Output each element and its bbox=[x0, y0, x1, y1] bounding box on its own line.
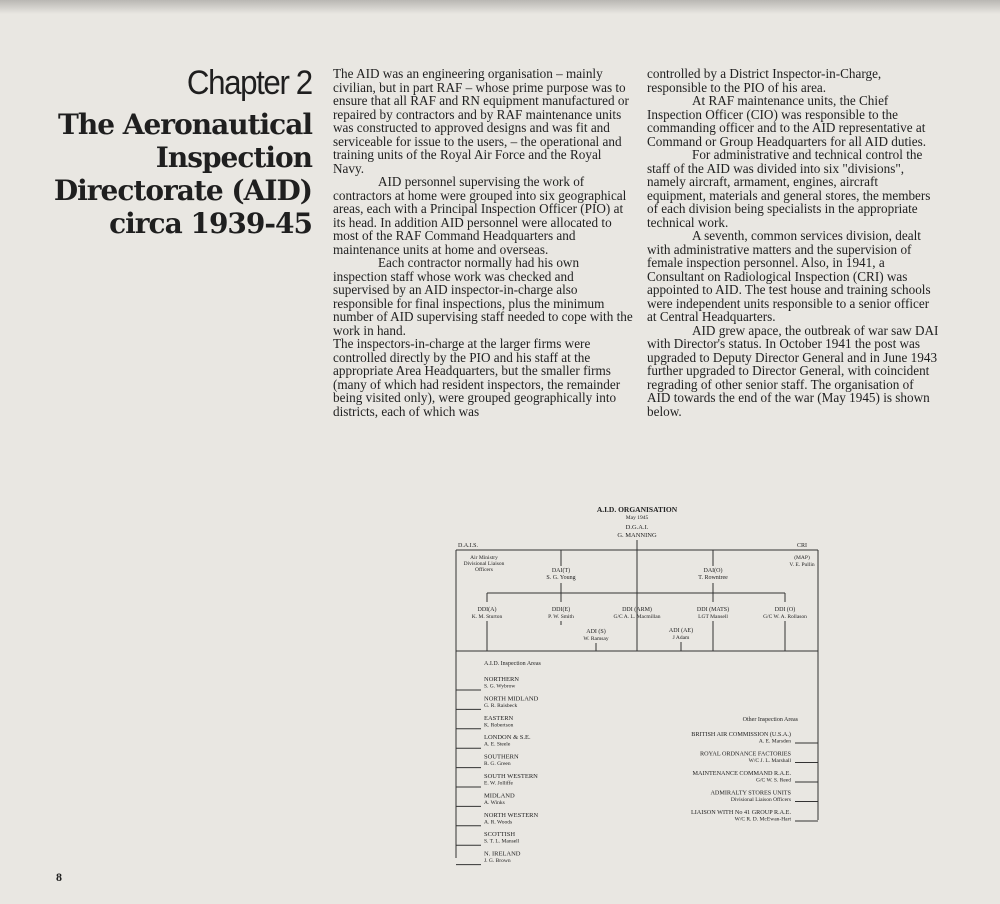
dais-role: D.A.I.S. bbox=[457, 543, 479, 549]
area-name: N. IRELAND bbox=[484, 850, 521, 858]
dais-desc: Officers bbox=[475, 567, 493, 573]
dai-t-name: S. G. Young bbox=[546, 575, 576, 581]
area-name: MIDLAND bbox=[484, 792, 515, 800]
paragraph: controlled by a District Inspector-in-Charge, responsible to the PIO of his area. bbox=[647, 66, 882, 95]
ddi-name: G/C A. L. Macmillan bbox=[613, 614, 661, 620]
ddi-name: K. M. Sturton bbox=[471, 614, 503, 620]
ddi-role: DDI(E) bbox=[551, 607, 571, 613]
other-area-officer: G/C W. S. Reed bbox=[756, 777, 791, 784]
adi-ae-role: ADI (AE) bbox=[668, 628, 694, 634]
area-officer: A. Winks bbox=[484, 799, 505, 806]
paragraph: For administrative and technical control the staff of the AID was divided into six "divisions", namely aircraft, armament, engines, aircraft equipment, materials and general stores, the members of each division being specialists in the appropriate technical work. bbox=[647, 147, 931, 230]
ddi-role: DDI (O) bbox=[774, 607, 796, 613]
ddi-name: G/C W. A. Rollason bbox=[763, 614, 807, 620]
other-area-officer: Divisional Liaison Officers bbox=[730, 797, 791, 803]
area-name: SOUTH WESTERN bbox=[484, 773, 538, 780]
other-area-officer: W/C J. L. Marshall bbox=[748, 758, 791, 764]
inspection-areas bbox=[456, 676, 539, 865]
cri-desc: (MAP) bbox=[794, 555, 810, 561]
page-number: 8 bbox=[56, 870, 62, 884]
paragraph: AID personnel supervising the work of contractors at home were grouped into six geographical areas, each with a Principal Inspection Officer (PIO) at its head. In addition AID personnel were allocated to most of the RAF Command Headquarters and maintenance units at home and overseas. bbox=[333, 174, 627, 257]
other-area-officer: W/C R. D. McEwan-Hart bbox=[734, 816, 791, 823]
paragraph: At RAF maintenance units, the Chief Inspection Officer (CIO) was responsible to the commanding officer and to the AID representative at Command or Group Headquarters for all AID duties. bbox=[647, 93, 927, 149]
dais-desc: Divisional Liaison bbox=[463, 561, 505, 567]
area-name: NORTH MIDLAND bbox=[484, 695, 539, 703]
dgai-name: G. MANNING bbox=[617, 532, 657, 539]
dgai-role: D.G.A.I. bbox=[625, 524, 649, 531]
other-inspection-areas bbox=[691, 731, 818, 823]
area-officer: E. W. Jolliffe bbox=[484, 780, 513, 787]
other-area-name: BRITISH AIR COMMISSION (U.S.A.) bbox=[691, 731, 791, 738]
dais-desc: Air Ministry bbox=[470, 555, 498, 561]
area-officer: A. E. Steele bbox=[484, 741, 511, 748]
area-name: NORTHERN bbox=[484, 676, 519, 683]
adi-s-role: ADI (S) bbox=[586, 629, 606, 635]
adi-ae-name: J Adam bbox=[672, 635, 690, 641]
other-area-name: MAINTENANCE COMMAND R.A.E. bbox=[692, 770, 791, 777]
paragraph: AID grew apace, the outbreak of war saw DAI with Director's status. In October 1941 the post was upgraded to Deputy Director General and in June 1943 further upgraded to Director General, with coincident regrading of other senior staff. The organisation of AID towards the end of the war (May 1945) is shown below. bbox=[647, 322, 939, 419]
area-officer: G. R. Raisbeck bbox=[484, 702, 518, 709]
dai-t-role: DAI(T) bbox=[551, 568, 571, 574]
area-name: SCOTTISH bbox=[484, 831, 516, 839]
other-areas-heading: Other Inspection Areas bbox=[742, 717, 798, 723]
chart-date: May 1945 bbox=[625, 515, 649, 521]
cri-role: CRI bbox=[796, 543, 808, 549]
chart-title: A.I.D. ORGANISATION bbox=[596, 505, 678, 514]
ddi-role: DDI (MATS) bbox=[696, 607, 730, 613]
area-officer: S. T. L. Mansell bbox=[484, 838, 520, 845]
paragraph: A seventh, common services division, dealt with administrative matters and the supervision of female inspection personnel. Also, in 1941, a Consultant on Radiological Inspection (CRI) was appointed to AID. The test house and training schools were independent units responsible to a senior officer at Central Headquarters. bbox=[647, 228, 931, 324]
areas-heading: A.I.D. Inspection Areas bbox=[484, 661, 541, 667]
dai-o-name: T. Rowntree bbox=[698, 575, 728, 581]
area-name: EASTERN bbox=[484, 714, 514, 722]
ddi-name: LGT Mansell bbox=[698, 614, 728, 620]
ddi-name: P. W. Smith bbox=[548, 614, 574, 620]
paragraph: The inspectors-in-charge at the larger firms were controlled directly by the PIO and his staff at the appropriate Area Headquarters, but the smaller firms (many of which had resident inspectors, the remainder being visited only), were grouped geographically into districts, each of which was bbox=[333, 336, 621, 419]
area-name: LONDON & S.E. bbox=[484, 734, 531, 742]
adi-s-name: W. Ramsay bbox=[583, 636, 609, 642]
area-name: NORTH WESTERN bbox=[484, 811, 539, 819]
area-officer: S. G. Wybrow bbox=[484, 683, 516, 690]
other-area-name: ROYAL ORDNANCE FACTORIES bbox=[700, 750, 791, 758]
ddi-role: DDI (ARM) bbox=[622, 607, 652, 613]
area-officer: K. Robertson bbox=[484, 722, 514, 729]
area-officer: R. G. Green bbox=[484, 761, 511, 768]
cri-name: V. E. Pullin bbox=[789, 562, 815, 568]
paragraph: Each contractor normally had his own inspection staff whose work was checked and supervised by an AID inspector-in-charge also responsible for final inspections, plus the minimum number of AID supervising staff needed to cope with the work in hand. bbox=[333, 255, 633, 338]
other-area-name: LIAISON WITH No 41 GROUP R.A.E. bbox=[690, 809, 791, 816]
chapter-title: The Aeronautical Inspection Directorate (AID) circa 1939-45 bbox=[53, 108, 312, 240]
paragraph: The AID was an engineering organisation – mainly civilian, but in part RAF – whose prime purpose was to ensure that all RAF and RN equipment manufactured or repaired by contractors and by RAF maintenance units was constructed to approved designs and was fit and serviceable for issue to the users, – the operational and training units of the Royal Air Force and the Royal Navy. bbox=[333, 66, 629, 176]
other-area-name: ADMIRALTY STORES UNITS bbox=[710, 789, 791, 797]
area-officer: A. R. Woods bbox=[484, 819, 513, 826]
chapter-label: Chapter 2 bbox=[187, 64, 312, 102]
other-area-officer: A. E. Marsden bbox=[758, 738, 791, 745]
area-name: SOUTHERN bbox=[484, 753, 519, 761]
dai-o-role: DAI(O) bbox=[703, 568, 723, 574]
ddi-role: DDI(A) bbox=[477, 607, 497, 613]
area-officer: J. G. Brown bbox=[484, 858, 511, 865]
